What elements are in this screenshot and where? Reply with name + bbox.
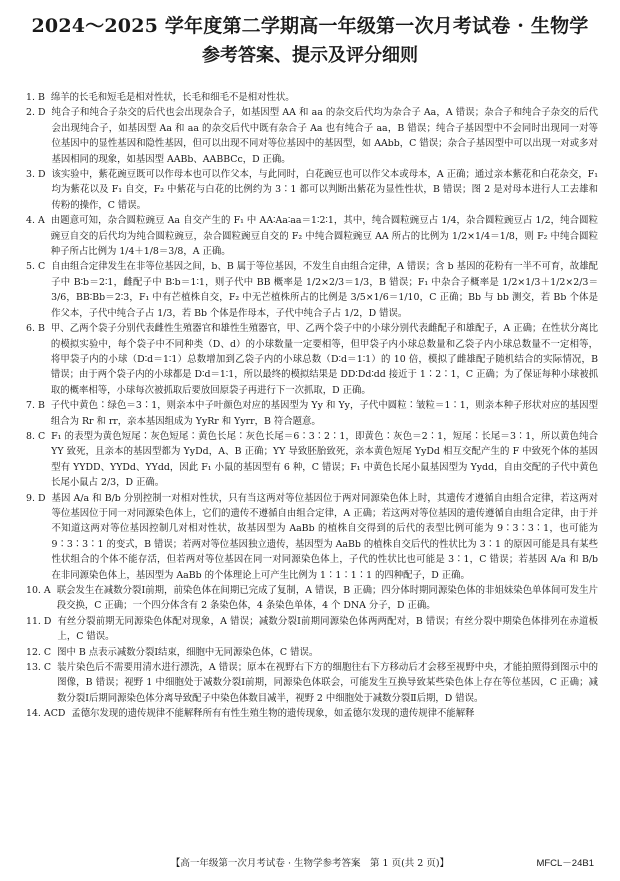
answer-item (26, 429, 598, 491)
question-number: 1. (26, 92, 35, 103)
footer-doc-code: MFCL－24B1 (536, 858, 594, 869)
answer-explanation: 有丝分裂前期无同源染色体配对现象，A 错误；减数分裂Ⅰ前期同源染色体两两配对，B 错误；有丝分裂中期染色体排列在赤道板上，C 错误。 (57, 615, 598, 643)
page-subtitle: 参考答案、提示及评分细则 (202, 45, 418, 66)
page-footer (0, 856, 620, 872)
answer-choice: ACD (43, 708, 66, 720)
answer-choice: D (37, 169, 46, 181)
answer-choice: A (37, 215, 45, 227)
answer-number (26, 398, 51, 429)
answer-explanation: 装片染色后不需要用清水进行漂洗，A 错误；原本在视野右下方的细胞往右下方移动后才会移至视野中央，才能拍照得到图示中的图像，B 错误；视野 1 中细胞处于减数分裂Ⅰ前期，同源染色体联会，可能发生互换导致某些染色体上存在等位基因，C 正确；减数分裂Ⅰ后期同源染色体分离导致配子中染色体数目减半，视野 2 中细胞处于减数分裂Ⅱ后期，D 错误。 (57, 662, 598, 704)
answer-number (26, 645, 57, 660)
answer-list (26, 90, 598, 842)
answer-item (26, 213, 598, 259)
answer-explanation: F₁ 的表型为黄色短尾∶灰色短尾∶黄色长尾∶灰色长尾＝6∶3∶2∶1，即黄色∶灰色＝2∶1，短尾∶长尾＝3∶1，所以黄色纯合 YY 致死，且亲本的基因型都为 YyDd，A、B 正确；YY 导致胚胎致死，亲本黄色短尾 YyDd 相互交配产生的 F 中致死个体的基因型有 YYDD、YYDd、YYdd，因此 F₁ 小鼠的基因型有 6 种，C 错误；F₁ 中黄色长尾小鼠基因型为 Yydd，自由交配的子代中黄色长尾小鼠占 2/3，D 正确。 (51, 430, 598, 489)
answer-item (26, 583, 598, 614)
answer-item (26, 491, 598, 583)
answer-number (26, 213, 51, 259)
question-number: 14. (26, 708, 41, 720)
question-number: 4. (26, 215, 35, 227)
question-number: 13. (26, 662, 41, 674)
question-number: 8. (26, 430, 35, 442)
answer-choice: D (37, 107, 46, 119)
answer-item (26, 614, 598, 645)
question-number: 11. (26, 615, 41, 627)
answer-choice: D (43, 615, 52, 627)
answer-number (26, 660, 57, 706)
answer-explanation: 基因 A/a 和 B/b 分别控制一对相对性状，只有当这两对等位基因位于两对同源染色体上时，其遗传才遵循自由组合定律，若这两对等位基因位于同一对同源染色体上，它们的遗传不遵循自由组合定律，A 正确；若这两对等位基因的遗传遵循自由组合定律，由于并不知道这两对等位基因控制几对相对性状，故基因型为 AaBb 的植株自交得到的后代的表型比例可能为 9∶3∶3∶1，也可能为 9∶3∶3∶1 的变式，B 错误；若两对等位基因独立遗传，基因型为 AaBb 的植株自交后代的性状比为 3∶1 的原因可能是具有某些性状组合的个体不能存活，但若两对等位基因在同一对同源染色体上，子代的性状比也可能是 3∶1，C 错误；若基因 A/a 和 B/b 在非同源染色体上，基因型为 AaBb 的个体理论上可产生比例为 1∶1∶1∶1 的四种配子，D 正确。 (51, 492, 598, 581)
answer-explanation: 图中 B 点表示减数分裂Ⅰ结束，细胞中无同源染色体，C 错误。 (57, 646, 319, 658)
answer-number (26, 706, 71, 721)
answer-explanation: 该实验中，紫花豌豆既可以作母本也可以作父本，与此同时，白花豌豆也可以作父本或母本，A 正确；通过亲本紫花和白花杂交，F₁ 均为紫花以及 F₁ 自交，F₂ 中紫花与白花的比例约为 3∶1 都可以判断出紫花为显性性状，B 错误；图 2 是对母本进行人工去雄和传粉的操作，C 错误。 (51, 169, 598, 211)
answer-item (26, 259, 598, 321)
answer-choice: C (37, 261, 46, 273)
answer-explanation: 子代中黄色∶绿色＝3∶1，则亲本中子叶颜色对应的基因型为 Yy 和 Yy，子代中圆粒∶皱粒＝1∶1，则亲本种子形状对应的基因型组合为 Rr 和 rr，亲本基因组成为 YyRr 和 Yyrr，B 符合题意。 (50, 400, 598, 427)
answer-number (26, 583, 57, 614)
answer-explanation: 由题意可知，杂合圆粒豌豆 Aa 自交产生的 F₁ 中 AA∶Aa∶aa＝1∶2∶1，其中，纯合圆粒豌豆占 1/4，杂合圆粒豌豆占 1/2，纯合圆粒豌豆自交的后代均为纯合圆粒豌豆，杂合圆粒豌豆自交的 F₂ 中纯合圆粒豌豆 AA 所占的比例为 1/2×1/4＝1/8，则 F₂ 中纯合圆粒种子所占比例为 1/4＋1/8＝3/8，A 正确。 (50, 215, 598, 258)
answer-item (26, 90, 598, 105)
answer-choice: C (37, 430, 46, 442)
answer-item (26, 321, 598, 398)
answer-choice: A (43, 585, 51, 596)
answer-item (26, 105, 598, 167)
answer-number (26, 321, 51, 398)
answer-explanation: 联会发生在减数分裂Ⅰ前期，前染色体在间期已完成了复制，A 错误，B 正确；四分体时期同源染色体的非姐妹染色单体间可发生片段交换，C 正确；一个四分体含有 2 条染色体，4 条染色单体，4 个 DNA 分子，D 正确。 (56, 585, 598, 612)
answer-number (26, 259, 51, 321)
answer-number (26, 491, 51, 583)
answer-explanation: 孟德尔发现的遗传规律不能解释所有有性生殖生物的遗传现象，如孟德尔发现的遗传规律不能解释 (71, 708, 475, 720)
question-number: 10. (26, 585, 41, 596)
answer-number (26, 167, 51, 213)
answer-choice: B (37, 400, 45, 412)
answer-choice: B (37, 92, 45, 103)
answer-item (26, 706, 598, 721)
answer-item (26, 167, 598, 213)
answer-item (26, 660, 598, 706)
answer-choice: C (43, 662, 52, 674)
question-number: 3. (26, 169, 35, 181)
answer-item (26, 645, 598, 660)
answer-number (26, 429, 51, 491)
answer-choice: C (43, 646, 52, 658)
answer-explanation: 自由组合定律发生在非等位基因之间，b、B 属于等位基因，不发生自由组合定律，A 错误；含 b 基因的花粉有一半不可育，故雄配子中 B∶b＝2∶1，雌配子中 B∶b＝1∶1，则子代中 BB 概率是 1/2×2/3＝1/3，B 错误；F₁ 中杂合子概率是 1/2×1/3＋1/2×2/3＝3/6，BB∶Bb＝2∶3，F₁ 中有芒植株自交，F₂ 中无芒植株所占的比例是 3/5×1/6＝1/10，C 正确；Bb 与 bb 测交，若 Bb 个体是作父本，子代中纯合子占 1/3，若 Bb 个体是作母本，子代中纯合子占 1/2，D 错误。 (51, 261, 598, 319)
question-number: 2. (26, 107, 35, 119)
question-number: 9. (26, 492, 35, 504)
answer-item (26, 398, 598, 429)
answer-explanation: 绵羊的长毛和短毛是相对性状，长毛和细毛不是相对性状。 (50, 92, 295, 103)
answer-choice: D (37, 492, 46, 504)
question-number: 6. (26, 323, 35, 335)
answer-number (26, 105, 51, 167)
question-number: 7. (26, 400, 35, 412)
footer-page-info: 【高一年级第一次月考试卷 · 生物学参考答案 第 1 页(共 2 页)】 (170, 858, 450, 869)
answer-choice: B (37, 323, 45, 335)
question-number: 5. (26, 261, 35, 273)
answer-explanation: 甲、乙两个袋子分别代表雌性生殖器官和雄性生殖器官，甲、乙两个袋子中的小球分别代表雌配子和雄配子，A 正确；在性状分离比的模拟实验中，每个袋子中不同种类（D、d）的小球数量一定要相等，但甲袋子内小球总数量和乙袋子内小球总数量不一定相等，将甲袋子内的小球（D∶d＝1∶1）总数增加到乙袋子内的小球总数（D∶d＝1∶1）的 10 倍，模拟了雌雄配子随机结合的实际情况，B 错误；由于两个袋子内的小球都是 D∶d＝1∶1，所以最终的模拟结果是 DD∶Dd∶dd 接近于 1∶2∶1，C 正确；为了保证每种小球被抓取的概率相等，小球每次被抓取后要放回原袋子再进行下一次抓取，D 正确。 (50, 323, 598, 396)
answer-number (26, 90, 51, 105)
answer-number (26, 614, 57, 645)
answer-explanation: 纯合子和纯合子杂交的后代也会出现杂合子，如基因型 AA 和 aa 的杂交后代均为杂合子 Aa，A 错误；杂合子和纯合子杂交的后代会出现纯合子，如基因型 Aa 和 aa 的杂交后代中既有杂合子 Aa 也有纯合子 aa，B 错误；纯合子基因型中不会同时出现同一对等位基因中的显性基因和隐性基因，但可以出现不同对等位基因中的基因型，如 AAbb，C 错误；杂合子基因型中可以出现一对或多对基因相同的现象，如基因型 AABb、AABBCc，D 正确。 (51, 107, 598, 165)
page-title: 2024～2025 学年度第二学期高一年级第一次月考试卷 · 生物学 (31, 15, 589, 37)
question-number: 12. (26, 646, 41, 658)
